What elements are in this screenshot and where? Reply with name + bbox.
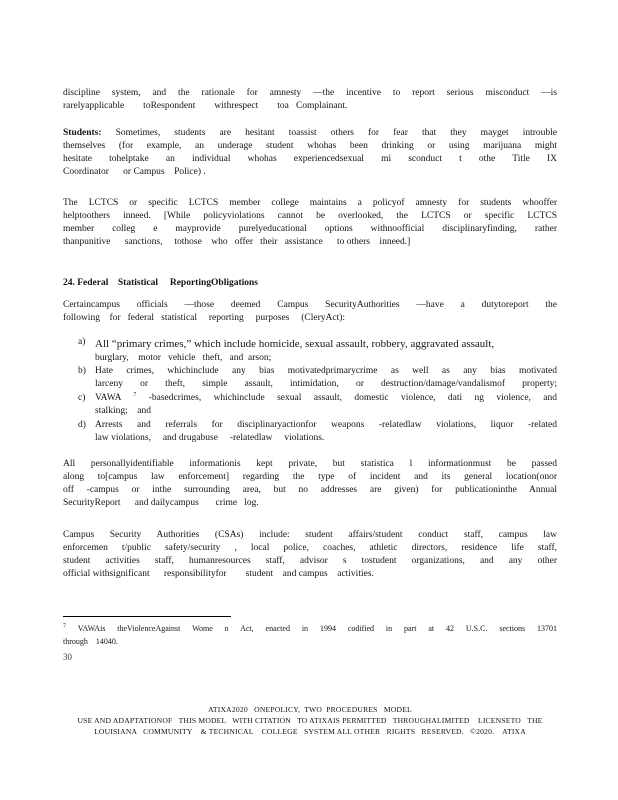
page-number xyxy=(63,651,557,664)
paragraph-campus-security-authorities-duty-line-1: Certaincampus officials —those deemed Campus SecurityAuthorities —have a dutytoreport the xyxy=(63,300,557,310)
list-item-a-primary-crimes-line-2: burglary, motor vehicle theft, and arson; xyxy=(95,353,272,363)
footnote-separator xyxy=(63,616,231,617)
paragraph-csas-include-line-1: Campus Security Authorities (CSAs) include: student affairs/student conduct staff, campus law xyxy=(63,530,557,540)
paragraph-lctcs-amnesty-policy xyxy=(63,197,557,249)
document-content xyxy=(63,87,557,737)
paragraph-lctcs-amnesty-policy-line-2: helptoothers inneed. [While policyviolations cannot be overlooked, the LCTCS or specific LCTCS xyxy=(63,211,557,221)
list-item-a-primary-crimes xyxy=(63,336,557,365)
list-item-d-arrests-referrals-line-2: law violations, and drugabuse -relatedlaw violations. xyxy=(95,433,325,443)
list-item-c-vawa-crimes-line-1: VAWA $^7$ -basedcrimes, whichinclude sexual assault, domestic violence, dati ng violence, and xyxy=(95,391,557,403)
paragraph-csas-include-line-3: student activities staff, humanresources staff, advisor s tostudent organizations, and any other xyxy=(63,556,557,566)
list-marker: c) xyxy=(78,393,86,403)
list-item-c-vawa-crimes-line-2: stalking; and xyxy=(95,406,151,416)
paragraph-lctcs-amnesty-policy-line-3: member colleg e mayprovide purelyeducational options withnoofficial disciplinaryfinding, rather xyxy=(63,224,557,234)
heading-federal-statistical-reporting-line-1: 24. Federal Statistical ReportingObligations xyxy=(63,278,259,288)
footer-copyright xyxy=(63,704,557,737)
paragraph-campus-security-authorities-duty-line-2: following for federal statistical reporting purposes (CleryAct): xyxy=(63,313,346,323)
paragraph-amnesty-rationale-line-2: rarelyapplicable toRespondent withrespect toa Complainant. xyxy=(63,101,348,111)
paragraph-csas-include-line-4: official withsignificant responsibilityfor student and campus activities. xyxy=(63,569,374,579)
footnote-vawa-line-2: through 14040. xyxy=(63,636,118,646)
paragraph-campus-security-authorities-duty xyxy=(63,299,557,325)
list-marker: a) xyxy=(78,337,86,347)
list-item-b-hate-crimes-line-2: larceny or theft, simple assault, intimidation, or destruction/damage/vandalismof property; xyxy=(95,379,557,389)
paragraph-personally-identifiable-info xyxy=(63,458,557,510)
paragraph-students-amnesty-line-3: hesitate tohelptake an individual whohas experiencedsexual mi sconduct t othe Title IX xyxy=(63,154,557,164)
paragraph-personally-identifiable-info-line-3: off -campus or inthe surrounding area, but no addresses are given) for publicationinthe Annual xyxy=(63,485,557,495)
footer-copyright-line-3: LOUISIANA COMMUNITY & TECHNICAL COLLEGE SYSTEM ALL OTHER RIGHTS RESERVED. ©2020. ATIXA xyxy=(94,727,526,736)
paragraph-personally-identifiable-info-line-2: along to[campus law enforcement] regarding the type of incident and its general location(onor xyxy=(63,472,557,482)
footnote-vawa-line-1: $^7$ VAWAis theViolenceAgainst Wome n Act, enacted in 1994 codified in part at 42 U.S.C. sections 13701 xyxy=(63,623,557,633)
list-item-b-hate-crimes-line-1: Hate crimes, whichinclude any bias motivatedprimarycrime as well as any bias motivated xyxy=(95,366,557,376)
paragraph-amnesty-rationale-line-1: discipline system, and the rationale for amnesty —the incentive to report serious misconduct —is xyxy=(63,88,557,98)
list-item-d-arrests-referrals xyxy=(63,419,557,445)
heading-federal-statistical-reporting xyxy=(63,277,557,290)
list-item-c-vawa-crimes xyxy=(63,392,557,418)
footer-copyright-line-1: ATIXA2020 ONEPOLICY, TWO PROCEDURES MODEL xyxy=(208,705,412,714)
paragraph-personally-identifiable-info-line-1: All personallyidentifiable informationis kept private, but statistica l informationmust be passed xyxy=(63,459,557,469)
list-item-a-primary-crimes-line-1: All “primary crimes,” which include homicide, sexual assault, robbery, aggravated assault, xyxy=(95,338,495,350)
paragraph-students-amnesty-line-1: Students: Sometimes, students are hesitant toassist others for fear that they mayget introuble xyxy=(63,128,557,138)
page-number-line-1: 30 xyxy=(63,652,72,662)
paragraph-students-amnesty-line-2: themselves (for example, an underage student whohas been drinking or using marijuana might xyxy=(63,141,557,151)
footnote-vawa xyxy=(63,623,557,648)
list-marker: b) xyxy=(78,366,86,376)
list-item-d-arrests-referrals-line-1: Arrests and referrals for disciplinaryactionfor weapons -relatedlaw violations, liquor -related xyxy=(95,420,557,430)
paragraph-personally-identifiable-info-line-4: SecurityReport and dailycampus crime log. xyxy=(63,498,259,508)
paragraph-csas-include-line-2: enforcemen t/public safety/security , local police, coaches, athletic directors, residence life staff, xyxy=(63,543,557,553)
list-marker: d) xyxy=(78,420,86,430)
paragraph-csas-include xyxy=(63,529,557,581)
footer-copyright-line-2: USE AND ADAPTATIONOF THIS MODEL WITH CITATION TO ATIXAIS PERMITTED THROUGHALIMITED LICENSETO THE xyxy=(77,716,543,725)
paragraph-students-amnesty xyxy=(63,127,557,179)
paragraph-lctcs-amnesty-policy-line-1: The LCTCS or specific LCTCS member college maintains a policyof amnesty for students whooffer xyxy=(63,198,557,208)
list-item-b-hate-crimes xyxy=(63,365,557,391)
paragraph-students-amnesty-line-4: Coordinator or Campus Police) . xyxy=(63,167,206,177)
paragraph-lctcs-amnesty-policy-line-4: thanpunitive sanctions, tothose who offer their assistance to others inneed.] xyxy=(63,237,411,247)
paragraph-amnesty-rationale xyxy=(63,87,557,113)
